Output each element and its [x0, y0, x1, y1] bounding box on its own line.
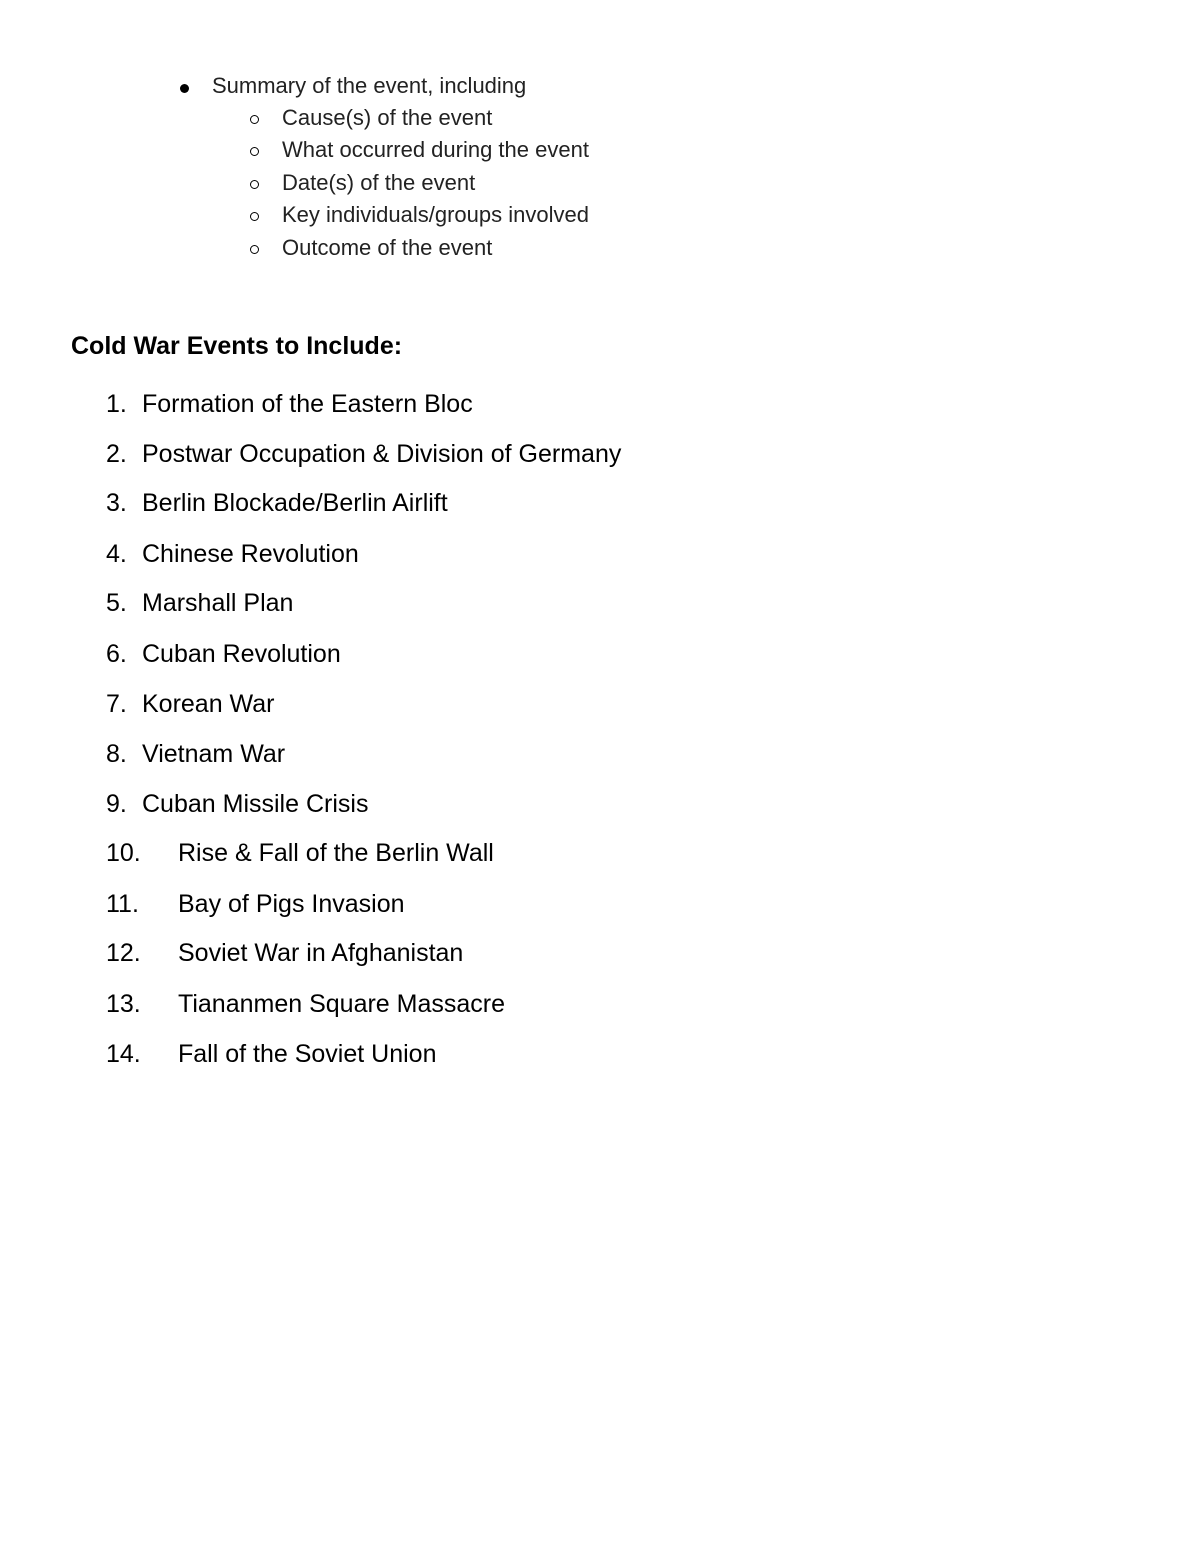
event-label: Tiananmen Square Massacre: [178, 990, 506, 1018]
summary-sub-item-text: Date(s) of the event: [282, 170, 476, 195]
summary-bullet-text: Summary of the event, including: [212, 73, 527, 98]
event-label: Berlin Blockade/Berlin Airlift: [142, 489, 448, 517]
event-number: 12.: [106, 939, 141, 967]
event-label: Soviet War in Afghanistan: [178, 939, 464, 967]
event-number: 10.: [106, 839, 141, 867]
event-number: 8.: [106, 740, 127, 768]
event-label: Postwar Occupation & Division of Germany: [142, 440, 622, 468]
event-number: 1.: [106, 390, 127, 418]
summary-sub-item-text: Key individuals/groups involved: [282, 202, 589, 227]
event-label: Chinese Revolution: [142, 540, 359, 568]
event-number: 3.: [106, 489, 127, 517]
event-label: Bay of Pigs Invasion: [178, 890, 405, 918]
hollow-bullet-icon: [250, 245, 259, 254]
event-number: 5.: [106, 589, 127, 617]
event-label: Rise & Fall of the Berlin Wall: [178, 839, 494, 867]
event-number: 7.: [106, 690, 127, 718]
events-heading: Cold War Events to Include:: [71, 332, 403, 360]
filled-bullet-icon: [180, 84, 189, 93]
summary-sub-item-text: Cause(s) of the event: [282, 105, 493, 130]
event-number: 14.: [106, 1040, 141, 1068]
event-label: Cuban Revolution: [142, 640, 341, 668]
summary-sub-item-text: Outcome of the event: [282, 235, 493, 260]
event-number: 4.: [106, 540, 127, 568]
event-label: Korean War: [142, 690, 275, 718]
event-label: Formation of the Eastern Bloc: [142, 390, 473, 418]
event-label: Fall of the Soviet Union: [178, 1040, 437, 1068]
event-label: Cuban Missile Crisis: [142, 790, 369, 818]
hollow-bullet-icon: [250, 180, 259, 189]
hollow-bullet-icon: [250, 115, 259, 124]
hollow-bullet-icon: [250, 147, 259, 156]
event-number: 2.: [106, 440, 127, 468]
hollow-bullet-icon: [250, 212, 259, 221]
event-number: 13.: [106, 990, 141, 1018]
event-label: Marshall Plan: [142, 589, 294, 617]
summary-sub-item-text: What occurred during the event: [282, 137, 589, 162]
event-number: 11.: [106, 890, 139, 918]
event-label: Vietnam War: [142, 740, 286, 768]
event-number: 9.: [106, 790, 127, 818]
event-number: 6.: [106, 640, 127, 668]
